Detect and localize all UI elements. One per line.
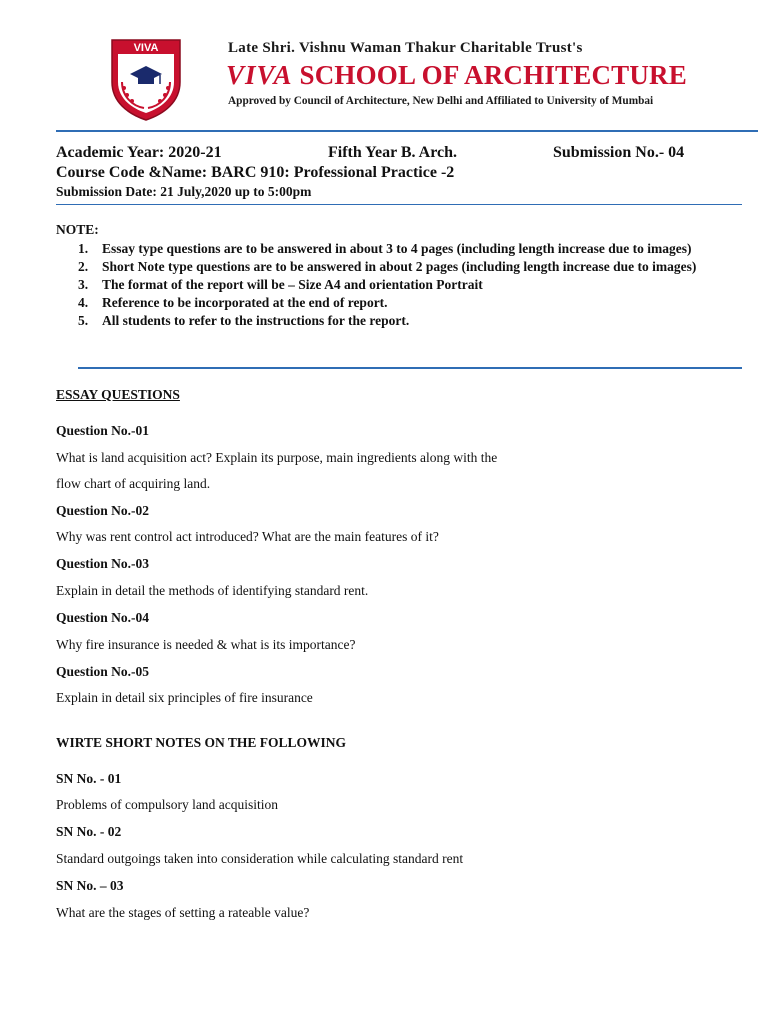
- question-label: Question No.-04: [56, 610, 150, 625]
- question-text: Explain in detail the methods of identifying standard rent.: [56, 583, 369, 598]
- question-label: Question No.-03: [56, 556, 150, 571]
- year-course: Fifth Year B. Arch.: [328, 144, 458, 161]
- academic-year: Academic Year: 2020-21: [56, 144, 222, 161]
- note-item-number: 1.: [78, 241, 89, 256]
- essay-heading: ESSAY QUESTIONS: [56, 387, 180, 402]
- short-note-text: Standard outgoings taken into consideration while calculating standard rent: [56, 851, 464, 866]
- note-item: [56, 312, 742, 329]
- meta-divider: [56, 204, 742, 205]
- note-title: NOTE:: [56, 222, 99, 237]
- short-note-label: SN No. – 03: [56, 878, 124, 893]
- note-item: [56, 294, 742, 311]
- question-text: What is land acquisition act? Explain its purpose, main ingredients along with the: [56, 450, 498, 465]
- question-label: Question No.-02: [56, 503, 150, 518]
- note-divider: [78, 367, 742, 369]
- note-item-text: Essay type questions are to be answered in about 3 to 4 pages (including length increase due to images): [102, 241, 692, 256]
- question-label: Question No.-01: [56, 423, 150, 438]
- school-logo: [106, 34, 186, 124]
- note-item-number: 4.: [78, 295, 89, 310]
- note-item: [56, 258, 742, 275]
- logo-text: VIVA: [133, 42, 159, 54]
- question-text: Why fire insurance is needed & what is its importance?: [56, 637, 356, 652]
- school-name: [226, 60, 687, 91]
- note-item-text: Reference to be incorporated at the end of report.: [102, 295, 388, 310]
- note-item-number: 5.: [78, 313, 89, 328]
- school-name-prefix: VIVA: [226, 60, 293, 90]
- note-item-number: 3.: [78, 277, 89, 292]
- note-list: [56, 240, 742, 329]
- trust-name: Late Shri. Vishnu Waman Thakur Charitable Trust's: [228, 40, 583, 56]
- question-label: Question No.-05: [56, 664, 150, 679]
- question-text: Why was rent control act introduced? What are the main features of it?: [56, 529, 439, 544]
- note-item: [56, 276, 742, 293]
- submission-date: Submission Date: 21 July,2020 up to 5:00pm: [56, 184, 312, 199]
- school-name-rest: SCHOOL OF ARCHITECTURE: [299, 60, 687, 90]
- header-divider: [56, 130, 758, 132]
- submission-number: Submission No.- 04: [553, 144, 685, 161]
- approval-line: Approved by Council of Architecture, New Delhi and Affiliated to University of Mumbai: [228, 95, 654, 107]
- short-note-text: Problems of compulsory land acquisition: [56, 797, 278, 812]
- note-item-text: The format of the report will be – Size A4 and orientation Portrait: [102, 277, 483, 292]
- note-item: [56, 240, 742, 257]
- question-text: Explain in detail six principles of fire insurance: [56, 690, 313, 705]
- question-text: flow chart of acquiring land.: [56, 476, 211, 491]
- short-notes-heading: WIRTE SHORT NOTES ON THE FOLLOWING: [56, 735, 346, 750]
- short-note-text: What are the stages of setting a rateable value?: [56, 905, 310, 920]
- short-note-label: SN No. - 01: [56, 771, 122, 786]
- note-item-text: All students to refer to the instructions for the report.: [102, 313, 410, 328]
- note-item-number: 2.: [78, 259, 89, 274]
- short-note-label: SN No. - 02: [56, 824, 122, 839]
- course-code-name: Course Code &Name: BARC 910: Professional Practice -2: [56, 164, 455, 181]
- note-item-text: Short Note type questions are to be answered in about 2 pages (including length increase due to images): [102, 259, 697, 274]
